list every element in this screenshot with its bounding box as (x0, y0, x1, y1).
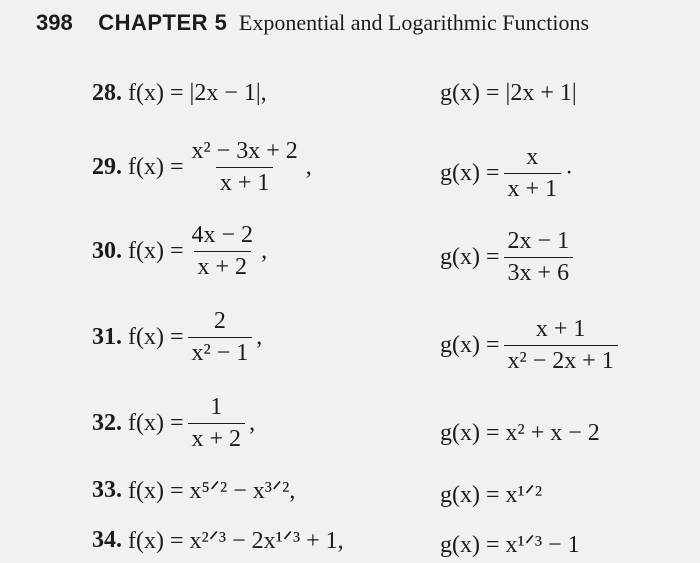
f-denominator: x + 1 (216, 167, 274, 197)
problem-number: 31. (92, 324, 122, 350)
problem-number: 30. (92, 238, 122, 264)
f-denominator: x² − 1 (188, 337, 253, 367)
g-expression: g(x) = |2x + 1| (440, 80, 577, 106)
g-lhs: g(x) = (440, 160, 500, 186)
g-denominator: x + 1 (504, 173, 562, 203)
f-numerator: 1 (210, 394, 223, 420)
g-fraction (504, 228, 574, 287)
f-lhs: f(x) = (128, 154, 184, 180)
f-expression: f(x) = |2x − 1|, (128, 80, 267, 106)
chapter-title: Exponential and Logarithmic Functions (238, 10, 590, 35)
f-denominator: x + 2 (194, 251, 252, 281)
page-number: 398 (36, 10, 73, 35)
f-fraction (188, 308, 253, 367)
g-denominator: 3x + 6 (504, 257, 574, 287)
problem-number: 32. (92, 410, 122, 436)
f-fraction (188, 222, 258, 281)
problem-number: 34. (92, 527, 122, 553)
g-numerator: 2x − 1 (507, 228, 570, 254)
f-numerator: x² − 3x + 2 (191, 138, 298, 164)
f-expression: f(x) = x²ᐟ³ − 2x¹ᐟ³ + 1, (128, 528, 344, 554)
f-tail: , (261, 238, 268, 264)
g-expression: g(x) = x² + x − 2 (440, 420, 600, 446)
problem-number: 33. (92, 477, 122, 503)
f-denominator: x + 2 (188, 423, 246, 453)
g-denominator: x² − 2x + 1 (504, 345, 618, 375)
g-expression: g(x) = x¹ᐟ³ − 1 (440, 532, 580, 558)
page-header (36, 10, 589, 36)
f-fraction (188, 394, 246, 453)
g-expression: g(x) = x¹ᐟ² (440, 482, 543, 508)
f-lhs: f(x) = (128, 324, 184, 350)
chapter-label: CHAPTER 5 (98, 10, 228, 35)
f-lhs: f(x) = (128, 410, 184, 436)
g-lhs: g(x) = (440, 244, 500, 270)
f-tail: , (256, 324, 263, 350)
f-expression: f(x) = x⁵ᐟ² − x³ᐟ², (128, 478, 296, 504)
g-numerator: x + 1 (535, 316, 586, 342)
g-lhs: g(x) = (440, 332, 500, 358)
g-numerator: x (526, 144, 539, 170)
f-tail: , (305, 154, 312, 180)
problem-number: 28. (92, 80, 122, 106)
problem-number: 29. (92, 154, 122, 180)
f-numerator: 2 (213, 308, 226, 334)
f-numerator: 4x − 2 (191, 222, 254, 248)
g-fraction (504, 316, 618, 375)
f-fraction (188, 138, 302, 197)
f-tail: , (249, 410, 256, 436)
g-fraction (504, 144, 562, 203)
g-tail: · (565, 160, 574, 186)
f-lhs: f(x) = (128, 238, 184, 264)
